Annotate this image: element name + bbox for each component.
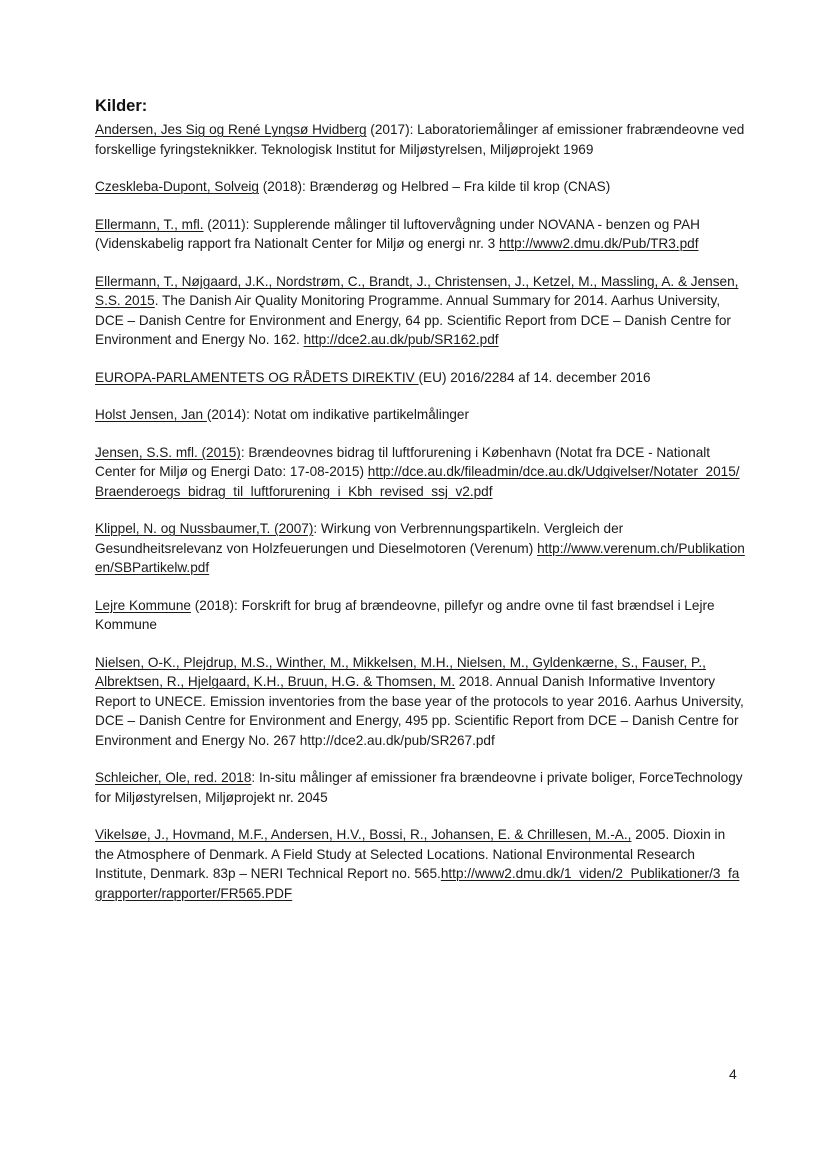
reference-link[interactable]: http://www.verenum.ch/Publikationen/SBPartikelw.pdf — [95, 540, 745, 575]
reference-item — [95, 519, 745, 578]
reference-item — [95, 120, 745, 159]
reference-item — [95, 272, 745, 350]
reference-authors: Nielsen, O-K., Plejdrup, M.S., Winther, M., Mikkelsen, M.H., Nielsen, M., Gyldenkærne, S., Fauser, P., Albrektsen, R., Hjelgaard, K.H., Bruun, H.G. & Thomsen, M. — [95, 654, 706, 689]
reference-link[interactable]: http://dce.au.dk/fileadmin/dce.au.dk/Udgivelser/Notater_2015/Braenderoegs_bidrag_til_luftforurening_i_Kbh_revised_ssj_v2.pdf — [95, 464, 740, 499]
reference-item — [95, 405, 745, 425]
reference-text: (2014): Notat om indikative partikelmålinger — [206, 407, 470, 422]
reference-item — [95, 215, 745, 254]
reference-text: : In-situ målinger af emissioner fra brændeovne i private boliger, ForceTechnology for Miljøstyrelsen, Miljøprojekt nr. 2045 — [95, 770, 743, 805]
reference-item — [95, 653, 745, 751]
reference-item — [95, 368, 745, 388]
reference-text: (2011): Supplerende målinger til luftovervågning under NOVANA - benzen og PAH (Videnskabelig rapport fra Nationalt Center for Miljø og energi nr. 3 — [95, 216, 700, 251]
reference-text: (EU) 2016/2284 af 14. december 2016 — [418, 369, 651, 385]
reference-link[interactable]: http://dce2.au.dk/pub/SR162.pdf — [303, 332, 499, 347]
reference-authors: Holst Jensen, Jan — [95, 407, 207, 422]
reference-text: (2018): Brænderøg og Helbred – Fra kilde til krop (CNAS) — [258, 179, 611, 194]
reference-link[interactable]: http://www2.dmu.dk/1_viden/2_Publikationer/3_fagrapporter/rapporter/FR565.PDF — [95, 866, 740, 901]
page-number: 4 — [729, 1066, 737, 1082]
reference-text: (2017): Laboratoriemålinger af emissioner frabrændeovne ved forskellige fyringsteknikker. Teknologisk Institut for Miljøstyrelsen, Miljøprojekt 1969 — [95, 122, 745, 157]
reference-item — [95, 596, 745, 635]
reference-item — [95, 768, 745, 807]
reference-item — [95, 177, 745, 197]
reference-authors: Ellermann, T., Nøjgaard, J.K., Nordstrøm, C., Brandt, J., Christensen, J., Ketzel, M., Massling, A. & Jensen, S.S. 2015 — [95, 273, 739, 308]
reference-authors: Ellermann, T., mfl. — [95, 216, 204, 232]
reference-authors: Schleicher, Ole, red. 2018 — [95, 770, 252, 785]
reference-text: 2018. Annual Danish Informative Inventory Report to UNECE. Emission inventories from the base year of the protocols to year 2016. Aarhus University, DCE – Danish Centre for Environment and Energy, 495 pp. Scientific Report from DCE – Danish Centre for Environment and Energy No. 267 http://dce2.au.dk/pub/SR267.pdf — [95, 674, 744, 748]
references-heading: Kilder: — [95, 97, 148, 115]
reference-authors: Klippel, N. og Nussbaumer,T. (2007) — [95, 521, 314, 536]
reference-authors: Vikelsøe, J., Hovmand, M.F., Andersen, H.V., Bossi, R., Johansen, E. & Chrillesen, M.-A., — [95, 827, 632, 842]
reference-text: . The Danish Air Quality Monitoring Programme. Annual Summary for 2014. Aarhus University, DCE – Danish Centre for Environment and Energy, 64 pp. Scientific Report from DCE – Danish Centre for Environment and Energy No. 162. — [95, 293, 731, 347]
reference-item — [95, 825, 745, 903]
reference-authors: Jensen, S.S. mfl. (2015) — [95, 444, 241, 460]
reference-authors: Lejre Kommune — [95, 597, 191, 613]
reference-link[interactable]: http://www2.dmu.dk/Pub/TR3.pdf — [499, 236, 699, 251]
reference-text: : Brændeovnes bidrag til luftforurening i København (Notat fra DCE - Nationalt Center for Miljø og Energi Dato: 17-08-2015) — [95, 444, 711, 479]
reference-text: : Wirkung von Verbrennungspartikeln. Vergleich der Gesundheitsrelevanz von Holzfeuerungen und Dieselmotoren (Verenum) — [95, 521, 624, 556]
references-section — [95, 96, 745, 921]
reference-authors: EUROPA-PARLAMENTETS OG RÅDETS DIREKTIV — [95, 369, 419, 385]
reference-authors: Andersen, Jes Sig og René Lyngsø Hvidberg — [95, 122, 367, 137]
reference-text: (2018): Forskrift for brug af brændeovne, pillefyr og andre ovne til fast brændsel i Lejre Kommune — [95, 597, 715, 632]
reference-text: 2005. Dioxin in the Atmosphere of Denmark. A Field Study at Selected Locations. National Environmental Research Institute, Denmark. 83p – NERI Technical Report no. 565. — [95, 827, 726, 881]
reference-item — [95, 443, 745, 502]
reference-authors: Czeskleba-Dupont, Solveig — [95, 179, 259, 194]
